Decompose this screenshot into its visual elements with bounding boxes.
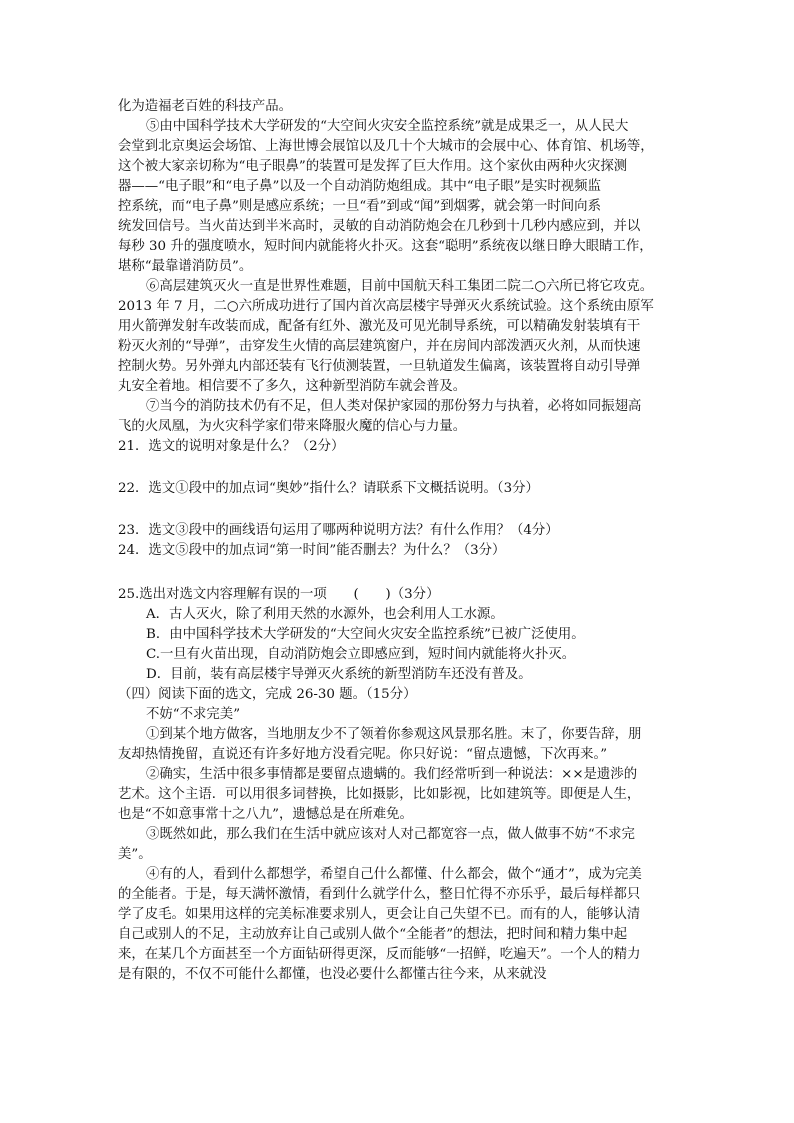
question-25: 25.选出对选文内容理解有误的一项 ( )（3分） (118, 587, 440, 602)
question-21: 21．选文的说明对象是什么？（2分） (118, 439, 345, 454)
paragraph-6-start: ⑥高层建筑灭火一直是世界性难题，目前中国航天科工集团二院二○六所已将它攻克。 (146, 279, 654, 294)
paragraph-1-start: ①到某个地方做客，当地朋友少不了领着你参观这风景那名胜。末了，你要告辞，朋 (146, 727, 642, 742)
text-line: 会堂到北京奥运会场馆、上海世博会展馆以及几十个大城市的会展中心、体育馆、机场等， (118, 139, 654, 154)
text-line: 堪称“最靠谱消防员”。 (118, 259, 253, 274)
text-line: 的全能者。于是，每天满怀激情，看到什么就学什么，整日忙得不亦乐乎，最后每样都只 (118, 887, 641, 902)
paragraph-5-start: ⑤由中国科学技术大学研发的“大空间火灾安全监控系统”就是成果乏一，从人民大 (146, 119, 629, 134)
text-line: 2013 年 7 月，二○六所成功进行了国内首次高层楼宇导弹灭火系统试验。这个系统由原军 (118, 299, 654, 314)
paragraph-2-start: ②确实，生活中很多事情都是要留点遗螨的。我们经常听到一种说法：××是遗渉的 (146, 767, 638, 782)
paragraph-3-start: ③既然如此，那么我们在生活中就应该对人对己都宽容一点，做人做事不妨“不求完 (146, 827, 635, 842)
option-d: D．目前，装有高层楼宇导弹灭火系统的新型消防车还没有普及。 (146, 667, 532, 682)
text-line: 控系统，而“电子鼻”则是感应系统；一旦“看”到或“闻”到烟雾，就会第一时间向系 (118, 199, 601, 214)
paragraph-7-start: ⑦当今的消防技术仍有不足，但人类对保护家园的那份努力与执着，必将如同振翅高 (146, 399, 642, 414)
question-23: 23．选文③段中的画线语句运用了哪两种说明方法？有什么作用？（4分） (118, 523, 559, 538)
text-line: 化为造福老百姓的科技产品。 (118, 99, 293, 114)
text-line: 友却热情挽留，直说还有许多好地方没看完呢。你只好说：“留点遗憾，下次再来。” (118, 747, 608, 762)
option-b: B．由中国科学技术大学研发的“大空间火灾安全监控系统”已被广泛使用。 (146, 627, 585, 642)
text-line: 统发回信号。当火苗达到半米高时，灵敏的自动消防炮会在几秒到十几秒内感应到，并以 (118, 219, 641, 234)
option-c: C.一旦有火苗出现，自动消防炮会立即感应到，短时间内就能将火扑灭。 (146, 647, 576, 662)
text-line: 美”。 (118, 847, 152, 862)
text-line: 控制火势。另外弹丸内部还装有飞行侦测装置，一旦轨道发生偏离，该装置将自动引导弹 (118, 359, 641, 374)
text-line: 粉灭火剂的“导弹”，击穿发生火情的高层建筑窗户，并在房间内部泼洒灭火剂，从而快速 (118, 339, 641, 354)
section-4-heading: （四）阅读下面的选文，完成 26-30 题。（15分） (118, 687, 417, 702)
text-line: 这个被大家亲切称为“电子眼鼻”的装置可是发挥了巨大作用。这个家伙由两种火灾探测 (118, 159, 628, 174)
text-line: 艺术。这个主语．可以用很多词替换，比如摄影，比如影视，比如建筑等。即便是人生， (118, 787, 641, 802)
text-line: 也是“不如意事常十之八九”，遗憾总是在所难免。 (118, 807, 413, 822)
text-line: 自己或别人的不足，主动放弃让自己或别人做个“全能者”的想法，把时间和精力集中起 (118, 927, 628, 942)
text-line: 学了皮毛。如果用这样的完美标准要求别人，更会让自己失望不已。而有的人，能够认清 (118, 907, 641, 922)
text-line: 丸安全着地。相信要不了多久，这种新型消防车就会普及。 (118, 379, 467, 394)
option-a: A．古人灭火，除了利用天然的水源外，也会利用人工水源。 (146, 607, 504, 622)
text-line: 器——“电子眼”和“电子鼻”以及一个自动消防炮组成。其中“电子眼”是实时视频监 (118, 179, 601, 194)
text-line: 是有限的，不仅不可能什么都懂，也没必要什么都懂古往今来，从来就没 (118, 967, 547, 982)
article-title: 不妨“不求完美” (146, 707, 241, 722)
question-22: 22．选文①段中的加点词“奥妙”指什么？请联系下文概括说明。（3分） (118, 481, 539, 496)
text-line: 来，在某几个方面甚至一个方面钻研得更深，反而能够“一招鲜，吃遍天”。一个人的精力 (118, 947, 641, 962)
paragraph-4-start: ④有的人，看到什么都想学，希望自己什么都懂、什么都会，做个“通才”，成为完美 (146, 867, 642, 882)
question-24: 24．选文⑤段中的加点词“第一时间”能否删去？为什么？（3分） (118, 543, 506, 558)
text-line: 飞的火凤凰，为火灾科学家们带来降服火魔的信心与力量。 (118, 419, 467, 434)
text-line: 每秒 30 升的强度喷水，短时间内就能将火扑灭。这套“聪明”系统夜以继日睁大眼睛工作， (118, 239, 653, 254)
text-line: 用火箭弹发射车改装而成，配备有红外、激光及可见光制导系统，可以精确发射装填有干 (118, 319, 641, 334)
